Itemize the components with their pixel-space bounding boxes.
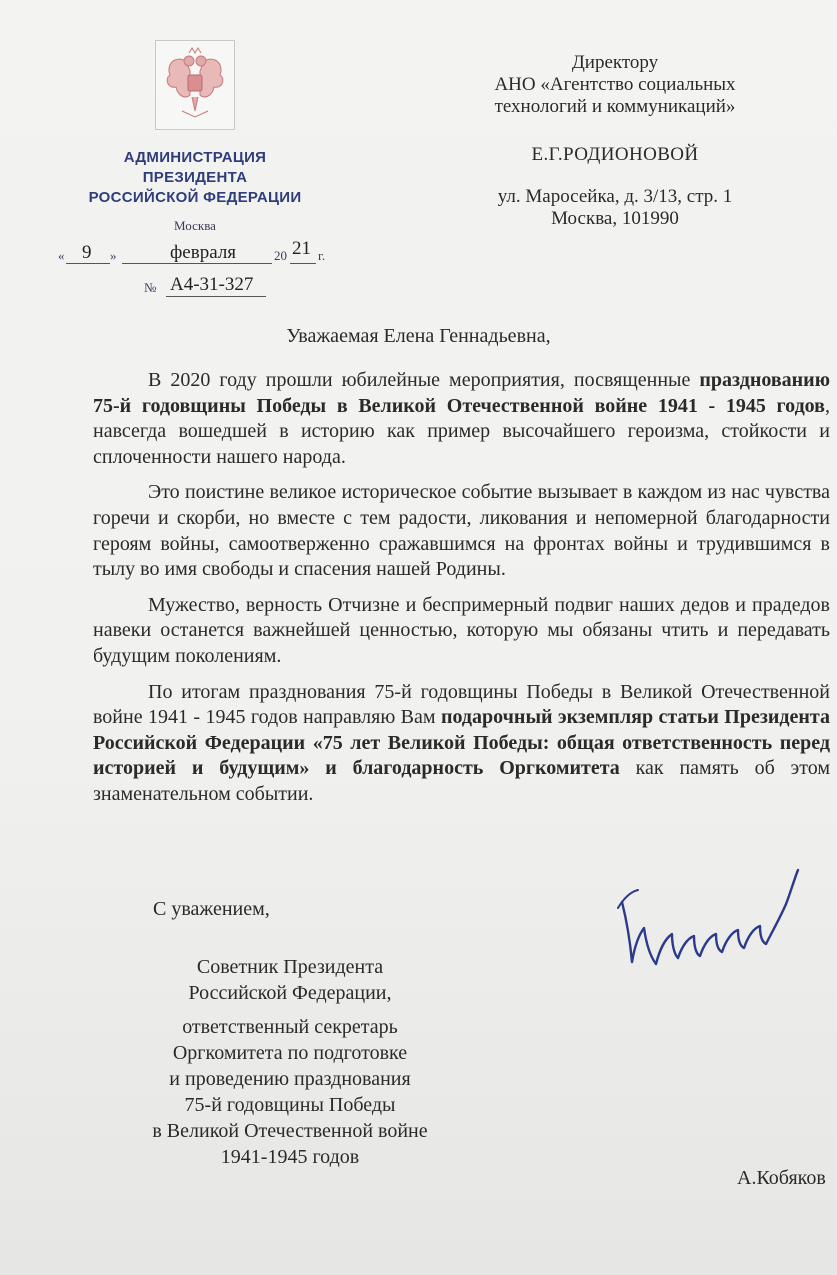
date-close-quote: » <box>110 248 117 263</box>
signer-line: в Великой Отечественной войне <box>152 1120 428 1142</box>
date-underline <box>290 263 316 264</box>
coat-of-arms-icon <box>155 40 235 130</box>
recipient-address-line: ул. Маросейка, д. 3/13, стр. 1 <box>497 186 733 207</box>
body-paragraph: Мужество, верность Отчизне и беспримерный подвиг наших дедов и прадедов навеки останется важнейшей ценностью, которую мы обязаны чтить и передавать будущим поколениям. <box>93 593 830 667</box>
body-paragraph: Это поистине великое историческое событие вызывает в каждом из нас чувства горечи и скорби, но вместе с тем радости, ликования и непомерной благодарности героям войны, самоотверженно сражавшимся на фронтах войны и трудившимся в тылу во имя свободы и спасения нашей Родины. <box>93 481 830 581</box>
recipient-line: АНО «Агентство социальных <box>494 74 736 95</box>
signer-line: Российской Федерации, <box>188 982 392 1004</box>
recipient-line: Директору <box>571 52 659 73</box>
recipient-line: технологий и коммуникаций» <box>494 96 736 117</box>
date-year-suffix: 21 <box>292 238 311 259</box>
date-open-quote: « <box>58 248 65 263</box>
reg-number-value: А4-31-327 <box>170 274 254 295</box>
body-text: По итогам празднования 75-й годовщины Победы в Великой Отечественной войне 1941 - 1945 годов направляю Вам <box>93 680 830 729</box>
body-text: В 2020 году прошли юбилейные мероприятия, посвященные <box>148 369 691 391</box>
signer-line: Оргкомитета по подготовке <box>172 1042 408 1064</box>
reg-number-label: № <box>144 280 157 295</box>
reg-underline <box>166 296 266 297</box>
body-bold-text: празднованию 75-й годовщины Победы в Великой Отечественной войне 1941 - 1945 годов <box>93 369 830 417</box>
registration-number <box>144 274 284 300</box>
date-month: февраля <box>170 242 237 263</box>
date-year-unit: г. <box>318 248 326 263</box>
signer-line: 1941-1945 годов <box>220 1146 360 1168</box>
body-paragraph <box>93 368 830 470</box>
signer-name: А.Кобяков <box>737 1167 826 1189</box>
body-text: как память об этом знаменательном событии. <box>93 757 830 805</box>
sender-line: АДМИНИСТРАЦИЯ <box>123 149 267 166</box>
greeting: Уважаемая Елена Геннадьевна, <box>286 325 551 347</box>
sender-organization <box>60 148 330 208</box>
sender-city: Москва <box>174 218 216 233</box>
letter-date <box>58 238 348 266</box>
signer-line: ответственный секретарь <box>182 1016 398 1038</box>
signer-line: 75-й годовщины Победы <box>184 1094 396 1116</box>
letter-body <box>93 368 830 818</box>
body-bold-text: подарочный экземпляр статьи Президента Российской Федерации «75 лет Великой Победы: общая ответственность перед историей и будущим» и благодарность Оргкомитета <box>93 706 830 780</box>
body-text: , навсегда вошедшей в историю как пример высочайшего героизма, стойкости и сплоченности нашего народа. <box>93 394 830 468</box>
signer-line: Советник Президента <box>196 956 384 978</box>
body-paragraph <box>93 680 830 808</box>
recipient-name: Е.Г.РОДИОНОВОЙ <box>531 144 699 165</box>
sender-line: РОССИЙСКОЙ ФЕДЕРАЦИИ <box>88 189 302 206</box>
sender-line: ПРЕЗИДЕНТА <box>142 169 248 186</box>
regards: С уважением, <box>153 898 270 920</box>
handwritten-signature-icon <box>608 858 813 978</box>
recipient-block <box>440 52 790 230</box>
signer-line: и проведению празднования <box>169 1068 411 1090</box>
date-year-prefix: 20 <box>274 248 287 263</box>
signer-gap <box>90 1006 490 1014</box>
recipient-address-line: Москва, 101990 <box>551 208 679 229</box>
signer-title <box>90 954 490 1170</box>
date-day: 9 <box>82 242 92 263</box>
